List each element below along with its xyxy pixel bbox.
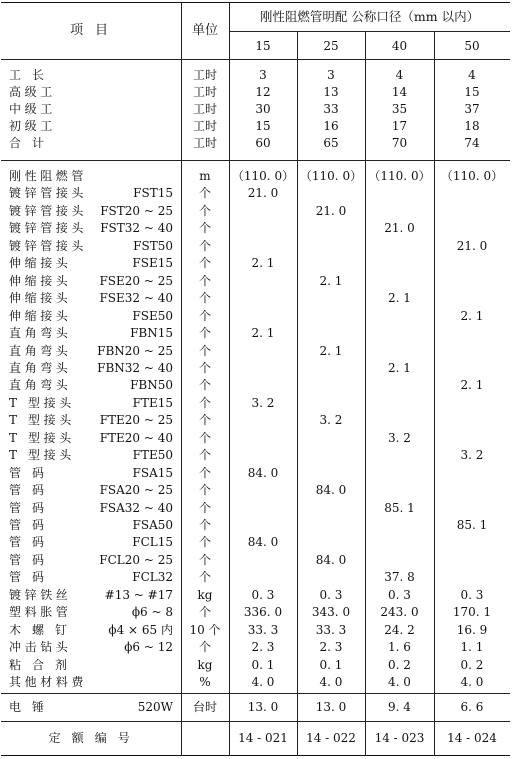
item-name: 其他材料费 (9, 675, 88, 689)
unit-cell: 个 (198, 256, 211, 270)
item-name: 工 长 (9, 68, 48, 82)
unit-cell: 个 (198, 361, 211, 375)
unit-cell: 工时 (192, 102, 217, 116)
value-cell: 9. 4 (388, 700, 411, 714)
value-cell: 2. 1 (460, 378, 484, 392)
value-cell: 4 (395, 68, 404, 82)
item-name: 管 码 (9, 570, 48, 584)
value-cell: 3. 2 (460, 448, 484, 462)
unit-cell: 工时 (192, 85, 217, 99)
value-cell: 16 (323, 119, 339, 133)
item-name: 冲击钻头 (9, 640, 72, 654)
value-cell: 2. 1 (319, 344, 343, 358)
item-name: T 型接头 (9, 396, 75, 410)
value-cell: 0. 1 (319, 658, 343, 672)
item-name: 管 码 (9, 466, 48, 480)
value-cell: 0. 2 (460, 658, 484, 672)
item-spec: ϕ4 × 65 内 (108, 623, 173, 637)
unit-cell: 工时 (192, 119, 217, 133)
value-cell: 2. 1 (460, 309, 484, 323)
item-name: T 型接头 (9, 431, 75, 445)
header-size: 50 (464, 39, 480, 53)
item-name: 伸缩接头 (9, 274, 72, 288)
footer-code: 14 - 021 (238, 731, 288, 745)
item-name: 直角弯头 (9, 361, 72, 375)
item-spec: FCL32 (132, 570, 173, 584)
value-cell: 4. 0 (388, 675, 411, 689)
value-cell: 21. 0 (247, 186, 279, 200)
value-cell: 12 (255, 85, 271, 99)
value-cell: 0. 1 (251, 658, 275, 672)
value-cell: 85. 1 (456, 518, 488, 532)
unit-cell: 个 (198, 640, 211, 654)
value-cell: 0. 3 (319, 588, 343, 602)
value-cell: 65 (323, 136, 339, 150)
footer-code: 14 - 023 (374, 731, 425, 745)
header-size: 25 (323, 39, 339, 53)
footer-code: 14 - 024 (447, 731, 497, 745)
value-cell: 3. 2 (251, 396, 275, 410)
value-cell: 70 (391, 136, 408, 150)
item-spec: FBN50 (130, 378, 173, 392)
value-cell: 4 (468, 68, 476, 82)
unit-cell: 个 (198, 344, 211, 358)
value-cell: 2. 3 (251, 640, 275, 654)
item-name: 管 码 (9, 535, 48, 549)
item-name: 直角弯头 (9, 378, 72, 392)
unit-cell: kg (197, 658, 213, 672)
value-cell: 4. 0 (251, 675, 275, 689)
value-cell: 30 (255, 102, 271, 116)
item-spec: FSA50 (132, 518, 173, 532)
value-cell: 84. 0 (315, 483, 347, 497)
value-cell: 16. 9 (456, 623, 488, 637)
value-cell: 4. 0 (319, 675, 343, 689)
footer-code: 14 - 022 (306, 731, 356, 745)
value-cell: 4. 0 (460, 675, 484, 689)
value-cell: 21. 0 (456, 239, 488, 253)
item-spec: FST32 ~ 40 (100, 221, 173, 235)
item-name: 合 计 (9, 136, 48, 150)
unit-cell: 个 (198, 605, 211, 619)
value-cell: 1. 1 (460, 640, 484, 654)
quota-table (1, 2, 510, 757)
item-spec: ϕ6 ~ 8 (131, 605, 173, 619)
unit-cell: m (199, 169, 211, 183)
value-cell: 74 (464, 136, 480, 150)
value-cell: 13. 0 (315, 700, 347, 714)
value-cell: 243. 0 (380, 605, 419, 619)
item-name: 塑料胀管 (9, 605, 72, 619)
item-name: 木 螺 钉 (9, 623, 71, 637)
item-spec: FTE15 (132, 396, 173, 410)
item-name: 伸缩接头 (9, 309, 72, 323)
item-name: 镀锌管接头 (9, 221, 88, 235)
unit-cell: 个 (198, 413, 211, 427)
item-name: 粘 合 剂 (9, 658, 71, 672)
unit-cell: 个 (198, 535, 211, 549)
value-cell: 1. 6 (388, 640, 411, 654)
value-cell: 18 (464, 119, 480, 133)
unit-cell: 个 (198, 483, 211, 497)
value-cell: 343. 0 (311, 605, 351, 619)
value-cell: 2. 1 (388, 361, 411, 375)
unit-cell: 个 (198, 274, 211, 288)
item-spec: FBN32 ~ 40 (97, 361, 173, 375)
item-name: 直角弯头 (9, 326, 72, 340)
item-spec: 520W (137, 700, 173, 714)
header-split-rule (229, 31, 510, 32)
header-size: 40 (391, 39, 408, 53)
unit-cell: 个 (198, 396, 211, 410)
unit-cell: 个 (198, 239, 211, 253)
value-cell: （110. 0） (368, 169, 431, 183)
item-name: 直角弯头 (9, 344, 72, 358)
table-top-rule (1, 2, 510, 3)
unit-cell: 个 (198, 309, 211, 323)
item-spec: FTE50 (132, 448, 173, 462)
value-cell: 84. 0 (247, 535, 279, 549)
item-name: 中级工 (9, 102, 56, 116)
value-cell: 3. 2 (388, 431, 411, 445)
item-spec: FCL20 ~ 25 (99, 553, 173, 567)
value-cell: 0. 3 (251, 588, 275, 602)
item-name: 管 码 (9, 501, 48, 515)
value-cell: 21. 0 (315, 204, 347, 218)
value-cell: 170. 1 (452, 605, 492, 619)
header-item: 项 目 (70, 23, 112, 38)
item-name: 镀锌铁丝 (9, 588, 72, 602)
item-spec: #13 ~ #17 (104, 588, 173, 602)
value-cell: 15 (255, 119, 271, 133)
value-cell: 2. 1 (251, 256, 275, 270)
unit-cell: 工时 (192, 136, 217, 150)
item-spec: FSA15 (132, 466, 173, 480)
unit-cell: 个 (198, 186, 211, 200)
value-cell: 13. 0 (247, 700, 279, 714)
item-name: 镀锌管接头 (9, 186, 88, 200)
unit-cell: 台时 (192, 700, 217, 714)
value-cell: 14 (391, 85, 408, 99)
item-spec: FSE15 (132, 256, 173, 270)
item-name: 高级工 (9, 85, 56, 99)
value-cell: 37. 8 (384, 570, 415, 584)
item-spec: FSE20 ~ 25 (99, 274, 173, 288)
item-name: 伸缩接头 (9, 256, 72, 270)
unit-cell: 个 (198, 326, 211, 340)
unit-cell: % (199, 675, 211, 689)
header-size: 15 (255, 39, 271, 53)
unit-cell: 个 (198, 466, 211, 480)
unit-cell: 个 (198, 553, 211, 567)
item-spec: FSA32 ~ 40 (99, 501, 173, 515)
item-name: 伸缩接头 (9, 291, 72, 305)
value-cell: 336. 0 (243, 605, 283, 619)
item-spec: FSA20 ~ 25 (99, 483, 173, 497)
unit-cell: 个 (198, 204, 211, 218)
value-cell: 60 (255, 136, 271, 150)
item-name: 管 码 (9, 483, 48, 497)
unit-cell: kg (197, 588, 213, 602)
item-spec: FTE20 ~ 25 (99, 413, 173, 427)
item-name: 管 码 (9, 518, 48, 532)
value-cell: 3 (327, 68, 335, 82)
value-cell: 33. 3 (315, 623, 347, 637)
item-spec: FTE20 ~ 40 (99, 431, 173, 445)
value-cell: 2. 1 (251, 326, 275, 340)
value-cell: 84. 0 (315, 553, 347, 567)
value-cell: 24. 2 (384, 623, 415, 637)
item-name: 镀锌管接头 (9, 204, 88, 218)
value-cell: 3. 2 (319, 413, 343, 427)
item-name: 管 码 (9, 553, 48, 567)
value-cell: 0. 3 (460, 588, 484, 602)
item-spec: ϕ6 ~ 12 (124, 640, 173, 654)
item-name: 镀锌管接头 (9, 239, 88, 253)
value-cell: 0. 3 (388, 588, 411, 602)
item-spec: FBN20 ~ 25 (97, 344, 173, 358)
value-cell: 13 (323, 85, 339, 99)
unit-cell: 个 (198, 570, 211, 584)
value-cell: 3 (259, 68, 267, 82)
item-name: 初级工 (9, 119, 56, 133)
value-cell: 33 (323, 102, 339, 116)
unit-cell: 个 (198, 221, 211, 235)
unit-cell: 个 (198, 501, 211, 515)
unit-cell: 个 (198, 518, 211, 532)
item-spec: FST50 (133, 239, 173, 253)
item-spec: FSE32 ~ 40 (99, 291, 173, 305)
value-cell: 2. 3 (319, 640, 343, 654)
value-cell: 15 (464, 85, 480, 99)
unit-cell: 个 (198, 448, 211, 462)
value-cell: 37 (464, 102, 480, 116)
value-cell: 33. 3 (247, 623, 279, 637)
value-cell: 84. 0 (247, 466, 279, 480)
value-cell: （110. 0） (299, 169, 363, 183)
item-name: T 型接头 (9, 413, 75, 427)
header-group-title: 刚性阻燃管明配 公称口径（mm 以内） (259, 9, 480, 24)
value-cell: （110. 0） (440, 169, 504, 183)
unit-cell: 工时 (192, 68, 217, 82)
footer-label: 定 额 编 号 (48, 731, 134, 745)
value-cell: 21. 0 (384, 221, 415, 235)
value-cell: 17 (391, 119, 408, 133)
value-cell: 35 (391, 102, 408, 116)
header-unit: 单位 (191, 23, 218, 38)
item-name: 刚性阻燃管 (9, 169, 88, 183)
value-cell: 6. 6 (460, 700, 484, 714)
value-cell: 85. 1 (384, 501, 415, 515)
item-spec: FST15 (133, 186, 173, 200)
item-name: 电 锤 (9, 700, 48, 714)
value-cell: 2. 1 (319, 274, 343, 288)
value-cell: （110. 0） (231, 169, 295, 183)
value-cell: 2. 1 (388, 291, 411, 305)
value-cell: 0. 2 (388, 658, 411, 672)
unit-cell: 个 (198, 431, 211, 445)
item-name: T 型接头 (9, 448, 75, 462)
item-spec: FCL15 (132, 535, 173, 549)
item-spec: FST20 ~ 25 (100, 204, 173, 218)
item-spec: FBN15 (130, 326, 173, 340)
unit-cell: 10 个 (189, 623, 221, 637)
item-spec: FSE50 (132, 309, 173, 323)
unit-cell: 个 (198, 378, 211, 392)
unit-cell: 个 (198, 291, 211, 305)
